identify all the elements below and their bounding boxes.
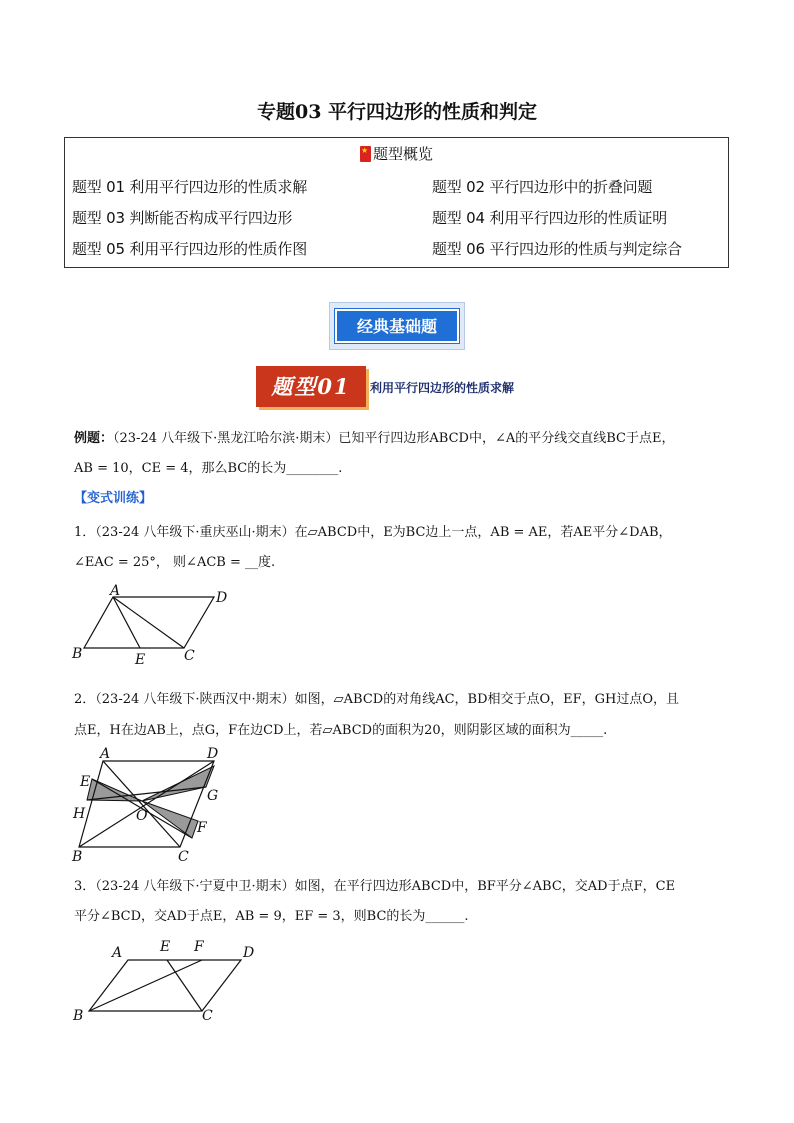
fig2-label-f: F [197,820,207,836]
fig3-label-b: B [73,1008,84,1024]
overview-item-03: 题型 03 判断能否构成平行四边形 [72,209,293,227]
fig2-label-h: H [73,806,86,822]
q1-line-1: 1．（23-24 八年级下·重庆巫山·期末）在▱ABCD中，E为BC边上一点，AB = AE，若AE平分∠DAB， [74,525,672,540]
fig1-segment-ac [113,597,184,648]
fig1-label-e: E [135,652,146,668]
fig2-diagonal-ac [103,761,180,847]
overview-heading [65,143,728,164]
flag-icon [360,146,371,162]
fig2-label-c: C [178,849,189,865]
q2-line-1: 2．（23-24 八年级下·陕西汉中·期末）如图，▱ABCD的对角线AC，BD相交于点O，EF，GH过点O，且 [74,692,680,707]
example-line-2: AB = 10，CE = 4，那么BC的长为________. [74,461,343,476]
overview-item-06: 题型 06 平行四边形的性质与判定综合 [432,240,682,258]
overview-box [64,137,729,268]
fig1-segment-ae [113,597,140,648]
fig2-label-e: E [80,774,91,790]
overview-heading-text: 题型概览 [372,145,433,163]
overview-item-01: 题型 01 利用平行四边形的性质求解 [72,178,308,196]
fig3-label-f: F [194,939,204,955]
q2-line-2: 点E，H在边AB上，点G，F在边CD上，若▱ABCD的面积为20，则阴影区域的面积为_____. [74,723,608,738]
fig3-parallelogram [89,960,241,1011]
fig3-label-d: D [243,945,255,961]
type-label: 利用平行四边形的性质求解 [370,381,515,395]
example-text-1: （23-24 八年级下·黑龙江哈尔滨·期末）已知平行四边形ABCD中，∠A的平分线交直线BC于点E， [113,431,675,446]
fig3-label-a: A [112,945,123,961]
fig1-label-c: C [184,648,195,664]
fig1-label-b: B [72,646,83,662]
fig3-label-e: E [160,939,171,955]
type-badge: 题型01 [256,366,366,407]
fig2-label-d: D [207,746,219,762]
example-line-1 [74,427,674,446]
overview-item-02: 题型 02 平行四边形中的折叠问题 [432,178,653,196]
section-banner-text: 经典基础题 [335,309,459,343]
fig2-label-b: B [72,849,83,865]
figure-2 [66,740,246,865]
example-label: 例题： [74,431,114,446]
fig2-label-g: G [207,788,219,804]
fig1-label-a: A [110,584,121,599]
fig3-label-c: C [202,1008,213,1024]
practice-heading: 【变式训练】 [74,491,153,506]
figure-3 [66,930,266,1025]
fig2-label-a: A [100,746,111,762]
section-banner [329,302,465,350]
fig1-label-d: D [216,590,228,606]
overview-item-04: 题型 04 利用平行四边形的性质证明 [432,209,668,227]
q3-line-1: 3．（23-24 八年级下·宁夏中卫·期末）如图，在平行四边形ABCD中，BF平分∠ABC，交AD于点F，CE [74,879,676,894]
overview-item-05: 题型 05 利用平行四边形的性质作图 [72,240,308,258]
figure-1 [66,584,246,669]
q1-line-2: ∠EAC = 25°， 则∠ACB = __度. [74,555,276,570]
fig2-label-o: O [136,808,148,824]
page-title: 专题03 平行四边形的性质和判定 [256,101,538,123]
q3-line-2: 平分∠BCD，交AD于点E，AB = 9，EF = 3，则BC的长为______. [74,909,469,924]
fig2-shade-bottom [142,801,198,838]
